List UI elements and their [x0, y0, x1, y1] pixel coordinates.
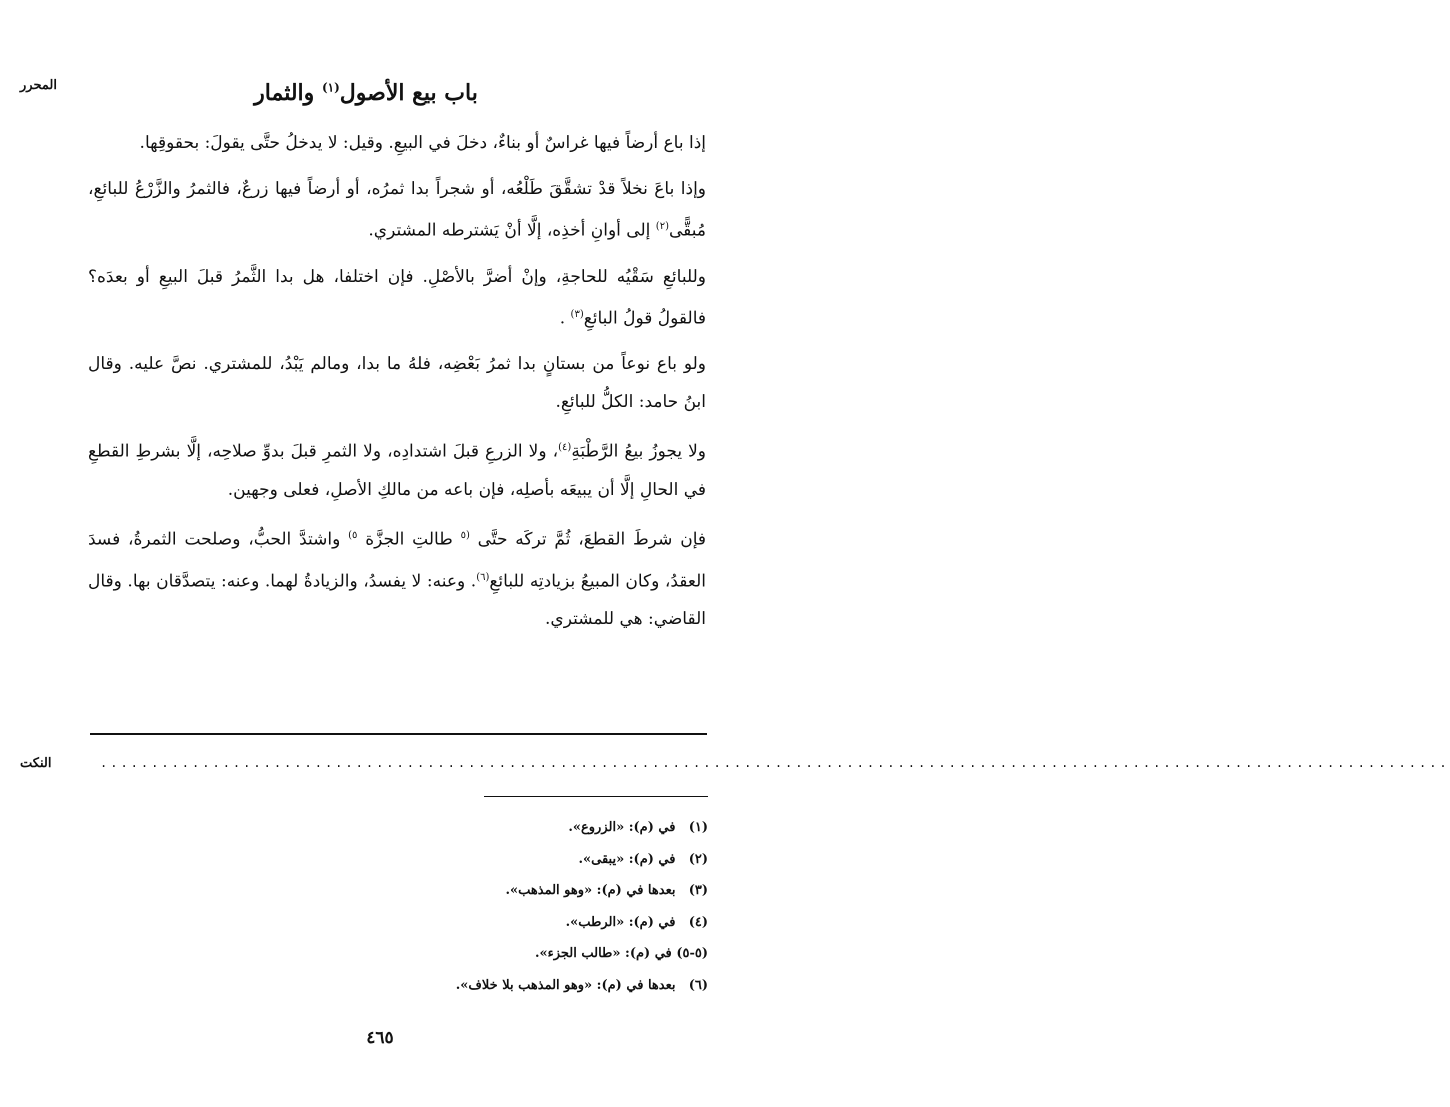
footnote-item [300, 812, 708, 844]
page-number: ٤٦٥ [366, 1028, 394, 1048]
paragraph-text: فإن شرطَ القطعَ، ثُمَّ تركَه حتَّى [469, 529, 706, 550]
footnotes [300, 812, 708, 1001]
footnote-item [300, 907, 708, 939]
chapter-title [90, 80, 642, 106]
footnote-text: في (م): «الزروع». [568, 820, 676, 835]
paragraph-text: إلى أوانِ أخذِه، إلَّا أنْ يَشترطه المشتري. [368, 220, 656, 241]
footnote-ref: (٢) [655, 221, 669, 232]
footnote-item [300, 875, 708, 907]
paragraph [88, 124, 706, 162]
chapter-title-text: باب بيع الأصول [339, 80, 478, 106]
paragraph [88, 517, 706, 638]
paragraph [88, 170, 706, 250]
dotted-leader: .................................................................................................................................... [100, 756, 1450, 770]
main-text [88, 124, 706, 646]
paragraph [88, 258, 706, 338]
footnote-number: (٣) [688, 883, 708, 898]
paragraph-text: ، ولا الزرعِ قبلَ اشتدادِه، ولا الثمرِ قبلَ بدوِّ صلاحِه، إلَّا بشرطِ القطعِ في الحالِ إلَّا أن يبيعَه بأصلِه، فإن باعه من مالكِ الأصلِ، فعلى وجهين. [88, 441, 706, 500]
margin-label-muharrar: المحرر [20, 78, 57, 93]
chapter-title-suffix: والثمار [254, 80, 322, 106]
footnote-text: بعدها في (م): «وهو المذهب». [505, 883, 676, 898]
footnote-ref: (٥ [460, 529, 470, 541]
footnote-number: (١) [688, 820, 708, 835]
footnote-number: (٤) [688, 914, 708, 930]
paragraph [88, 429, 706, 509]
paragraph-text: . وعنه: لا يفسدُ، والزيادةُ لهما. وعنه: يتصدَّقان بها. وقال القاضي: هي للمشتري. [88, 571, 706, 630]
footnote-ref: (٦) [476, 571, 490, 583]
footnote-text: في (م): «طالب الجزء». [534, 946, 672, 961]
paragraph-text: . [559, 308, 571, 329]
footnote-text: في (م): «الرطب». [565, 914, 676, 930]
paragraph-text: واشتدَّ الحبُّ، وصلحت الثمرةُ، فسدَ العقدُ، وكان المبيعُ بزيادتِه للبائعِ [88, 529, 706, 592]
footnote-divider [484, 796, 708, 797]
paragraph-text: ولا يجوزُ بيعُ الرَّطْبَةِ [571, 441, 707, 462]
section-divider [90, 733, 707, 735]
footnote-ref: (٣) [570, 308, 584, 320]
footnote-item [300, 844, 708, 876]
margin-label-nukat: النكت [20, 756, 52, 771]
paragraph-text: وللبائعِ سَقْيُه للحاجةِ، وإنْ أضرَّ بالأصْلِ. فإن اختلفا، هل بدا الثَّمرُ قبلَ البيعِ أو بعدَه؟ فالقولُ قولُ البائعِ [88, 266, 706, 329]
footnote-text: بعدها في (م): «وهو المذهب بلا خلاف». [455, 977, 676, 993]
paragraph [88, 345, 706, 421]
footnote-item [300, 938, 708, 970]
footnote-ref: (٤) [558, 442, 572, 454]
footnote-number: (٥-٥) [676, 946, 708, 961]
footnote-ref: ٥) [348, 529, 358, 541]
paragraph-text: إذا باع أرضاً فيها غراسٌ أو بناءٌ، دخلَ في البيعِ. وقيل: لا يدخلُ حتَّى يقولَ: بحقوقِها. [139, 133, 706, 153]
paragraph-text: ولو باع نوعاً من بستانٍ بدا ثمرُ بَعْضِه، فلهُ ما بدا، ومالم يَبْدُ، للمشتري. نصَّ عليه. وقال ابنُ حامد: الكلُّ للبائعِ. [88, 354, 706, 413]
footnote-number: (٦) [688, 977, 708, 993]
footnote-number: (٢) [688, 851, 708, 867]
footnote-ref: (١) [321, 80, 340, 95]
footnote-text: في (م): «يبقى». [578, 851, 676, 867]
footnote-item [300, 970, 708, 1002]
paragraph-text: وإذا باعَ نخلاً قدْ تشقَّقَ طَلْعُه، أو شجراً بدا ثمرُه، أو أرضاً فيها زرعٌ، فالثمرُ والزَّرْعُ للبائعِ، مُبقًّى [88, 179, 706, 241]
paragraph-text: طالتِ الجزَّة [357, 529, 461, 550]
